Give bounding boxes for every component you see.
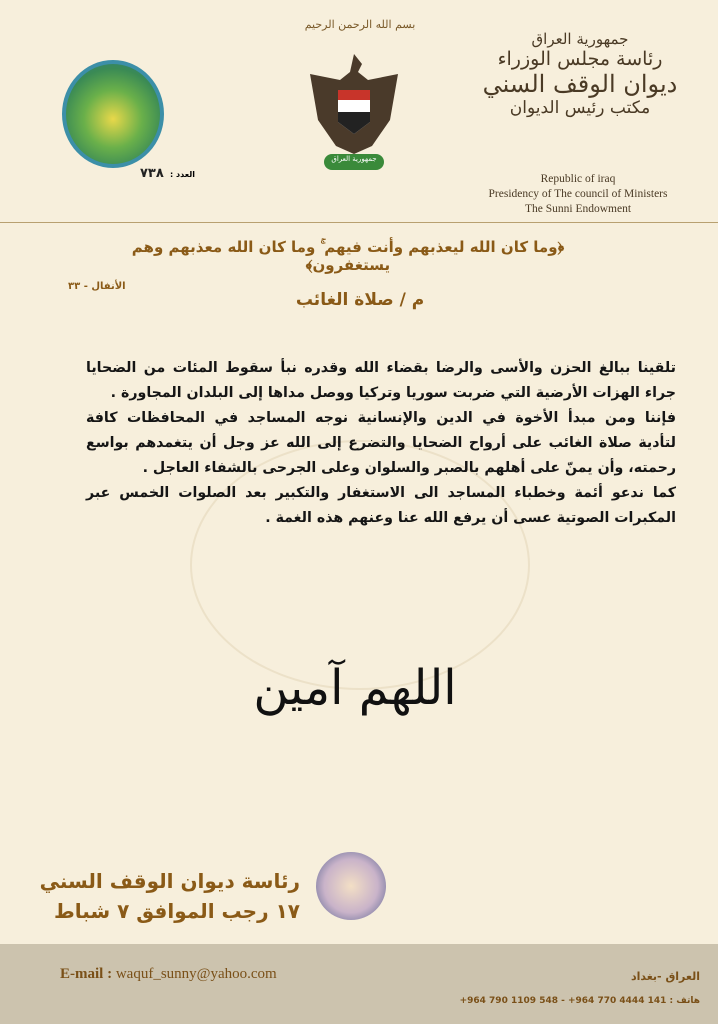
body-line: كما ندعو أئمة وخطباء المساجد الى الاستغفار والتكبير بعد الصلوات الخمس عبر [86,485,676,501]
org-line: Presidency of The council of Ministers [488,188,668,200]
english-letterhead [460,172,696,217]
org-line: The Sunni Endowment [524,203,632,215]
quran-verse: ﴿وما كان الله ليعذبهم وأنت فيهم ۚ وما كان الله معذبهم وهم يستغفرون﴾ [131,238,565,274]
org-line: جمهورية العراق [531,30,629,48]
phone: هاتف : 141 4444 770 964+ - 548 1109 790 964+ [459,996,700,1006]
footer-bar [0,944,718,1024]
document-number: ٧٣٨ [140,166,164,181]
org-line: رئاسة مجلس الوزراء [497,48,663,70]
closing-calligraphy: اللهم آمين [253,660,457,716]
emblem-banner: جمهورية العراق [331,155,377,163]
arabic-letterhead [480,30,680,118]
body-line: تلقينا ببالغ الحزن والأسى والرضا بقضاء الله وقدره نبأ سقوط المئات من الضحايا [86,360,676,376]
body-line: لتأدية صلاة الغائب على أرواح الضحايا والتضرع إلى الله عز وجل أن يتغمدهم بواسع [86,435,676,451]
org-line: ديوان الوقف السني [482,70,678,98]
body-line: المكبرات الصوتية عسى أن يرفع الله عنا وعنهم هذه الغمة . [265,510,676,526]
surah-reference: الأنفال - ٣٣ [68,281,126,292]
letter-body [86,356,676,531]
signature-org: رئاسة ديوان الوقف السني [39,869,300,893]
org-line: مكتب رئيس الديوان [509,98,651,118]
subject-line: م / صلاة الغائب [295,290,425,310]
org-line: Republic of iraq [540,173,616,185]
body-line: فإننا ومن مبدأ الأخوة في الدين والإنسانية نوجه المساجد في المحافظات كافة [86,410,676,426]
body-line: جراء الهزات الأرضية التي ضربت سوريا وتركيا ووصل مداها إلى البلدان المجاورة . [110,385,676,401]
header-divider [0,222,718,223]
email-label: E-mail : [60,966,113,982]
email-address: waquf_sunny@yahoo.com [115,966,277,982]
sunni-endowment-logo [62,60,164,168]
city: العراق -بغداد [630,970,700,983]
basmala: بسم الله الرحمن الرحيم [304,18,416,31]
signature-date: ١٧ رجب الموافق ٧ شباط [54,899,300,923]
signature-block [30,866,300,926]
endowment-seal [316,852,386,920]
number-label: العدد : [170,170,195,179]
email [60,966,277,983]
body-line: رحمته، وأن يمنّ على أهلهم بالصبر والسلوان وعلى الجرحى بالشفاء العاجل . [142,460,676,476]
